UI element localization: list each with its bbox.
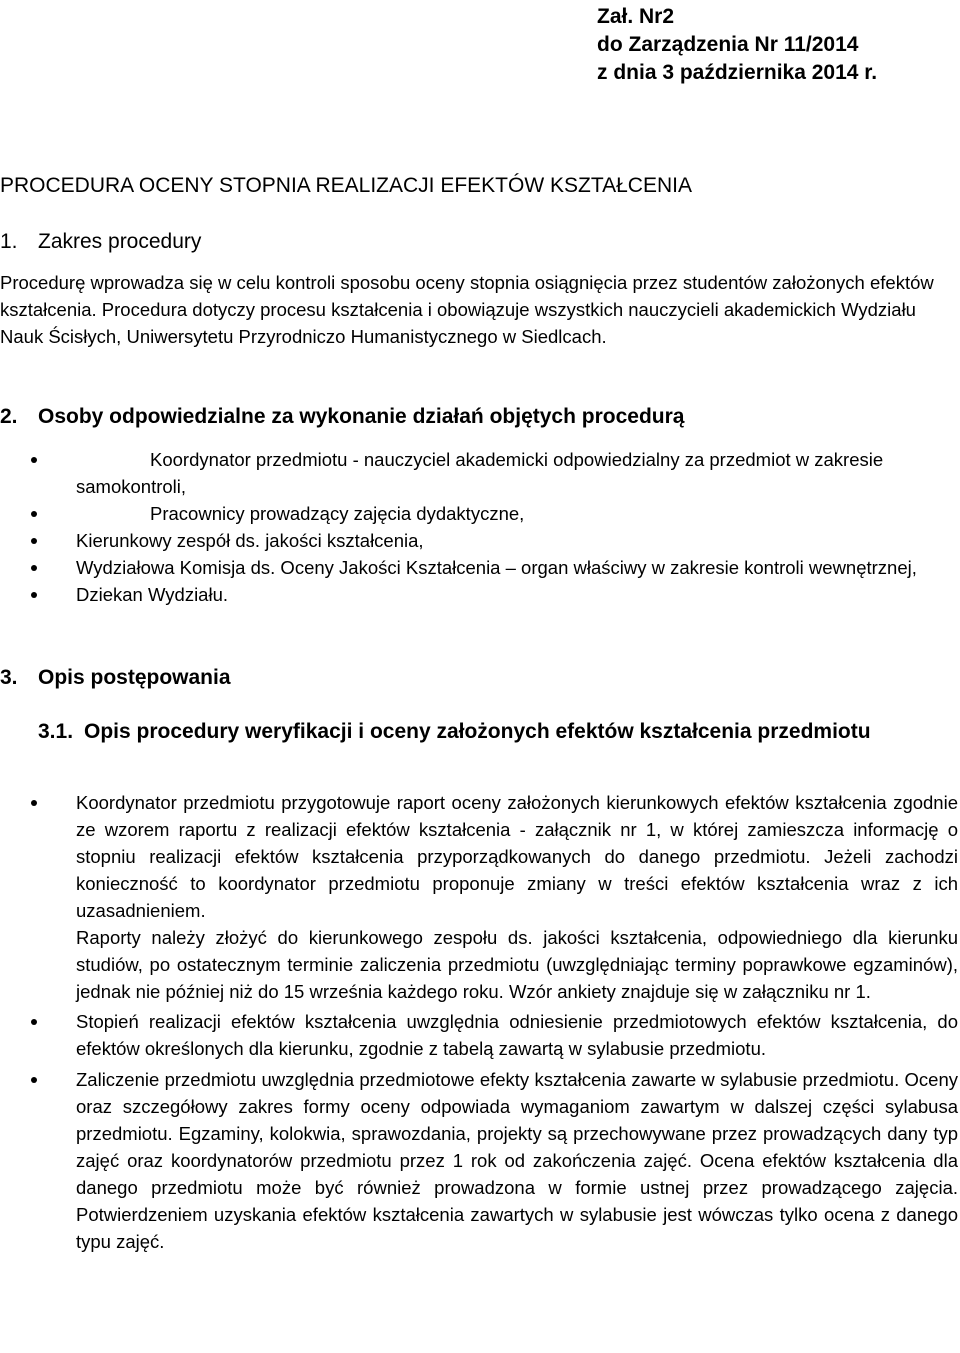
list-item-paragraph: Koordynator przedmiotu przygotowuje raport oceny założonych kierunkowych efektów kształcenia zgodnie ze wzorem raportu z realizacji efektów kształcenia - załącznik nr 1, w której zamieszcza informację o stopniu realizacji efektów kształcenia przyporządkowanych do danego przedmiotu. Jeżeli zachodzi konieczność to koordynator przedmiotu proponuje zmiany w treści efektów kształcenia wraz z ich uzasadnieniem. bbox=[76, 792, 958, 921]
list-item-paragraph: Stopień realizacji efektów kształcenia uwzględnia odniesienie przedmiotowych efektów kształcenia, do efektów określonych dla kierunku, zgodnie z tabelą zawartą w sylabusie przedmiotu. bbox=[76, 1011, 958, 1059]
list-item bbox=[0, 1066, 958, 1255]
header-line-date: z dnia 3 października 2014 r. bbox=[597, 61, 878, 84]
bullet-icon bbox=[31, 565, 37, 571]
list-item-paragraph: Raporty należy złożyć do kierunkowego zespołu ds. jakości kształcenia, odpowiedniego dla kierunku studiów, po ostatecznym terminie zaliczenia przedmiotu (uwzględniając terminy poprawkowe egzaminów), jednak nie później niż do 15 września każdego roku. Wzór ankiety znajduje się w załączniku nr 1. bbox=[76, 927, 958, 1002]
list-item bbox=[0, 500, 958, 527]
list-item bbox=[0, 554, 958, 581]
section-number: 3.1. bbox=[38, 720, 74, 743]
list-item bbox=[0, 789, 958, 1005]
section-title: Zakres procedury bbox=[38, 230, 202, 253]
section-number: 1. bbox=[0, 230, 18, 253]
section-3-heading bbox=[0, 664, 231, 692]
procedure-steps-list bbox=[0, 789, 958, 1255]
section-title: Opis postępowania bbox=[38, 666, 231, 689]
section-number: 3. bbox=[0, 666, 18, 689]
list-item-text: Koordynator przedmiotu - nauczyciel akademicki odpowiedzialny za przedmiot w zakresie samokontroli, bbox=[76, 449, 884, 497]
header-line-attachment: Zał. Nr2 bbox=[597, 5, 675, 28]
bullet-icon bbox=[31, 1019, 37, 1025]
list-item bbox=[0, 446, 958, 500]
section-2-heading bbox=[0, 403, 684, 431]
list-item-paragraph: Zaliczenie przedmiotu uwzględnia przedmiotowe efekty kształcenia zawarte w sylabusie przedmiotu. Oceny oraz szczegółowy zakres formy oceny odpowiada wymaganiom zawartym w dalszej części sylabusa przedmiotu. Egzaminy, kolokwia, sprawozdania, projekty są przechowywane przez prowadzących dany typ zajęć oraz koordynatorów przedmiotu przez 1 rok od zakończenia zajęć. Ocena efektów kształcenia dla danego przedmiotu może być również prowadzona w formie ustnej przez prowadzącego zajęcia. Potwierdzeniem uzyskania efektów kształcenia zawartych w sylabusie jest wówczas tylko ocena z danego typu zajęć. bbox=[76, 1069, 958, 1252]
list-item-text: Pracownicy prowadzący zajęcia dydaktyczne, bbox=[150, 503, 525, 524]
list-item-text: Wydziałowa Komisja ds. Oceny Jakości Kształcenia – organ właściwy w zakresie kontroli wewnętrznej, bbox=[76, 557, 917, 578]
section-title: Osoby odpowiedzialne za wykonanie działań objętych procedurą bbox=[38, 405, 685, 428]
list-item bbox=[0, 581, 958, 608]
bullet-icon bbox=[31, 538, 37, 544]
section-title: Opis procedury weryfikacji i oceny założonych efektów kształcenia przedmiotu bbox=[84, 720, 871, 743]
bullet-icon bbox=[31, 1077, 37, 1083]
responsible-persons-list bbox=[0, 446, 958, 608]
list-item bbox=[0, 1008, 958, 1062]
list-item-text: Dziekan Wydziału. bbox=[76, 584, 229, 605]
section-1-heading bbox=[0, 228, 201, 256]
attachment-header bbox=[597, 3, 877, 87]
section-3-1-heading bbox=[38, 718, 956, 746]
section-number: 2. bbox=[0, 405, 18, 428]
list-item-text: Kierunkowy zespół ds. jakości kształcenia, bbox=[76, 530, 424, 551]
bullet-icon bbox=[31, 511, 37, 517]
bullet-icon bbox=[31, 592, 37, 598]
bullet-icon bbox=[31, 457, 37, 463]
bullet-icon bbox=[31, 800, 37, 806]
document-title: PROCEDURA OCENY STOPNIA REALIZACJI EFEKTÓW KSZTAŁCENIA bbox=[0, 174, 692, 197]
header-line-ordinance: do Zarządzenia Nr 11/2014 bbox=[597, 33, 859, 56]
section-1-text: Procedurę wprowadza się w celu kontroli sposobu oceny stopnia osiągnięcia przez studentów założonych efektów kształcenia. Procedura dotyczy procesu kształcenia i obowiązuje wszystkich nauczycieli akademickich Wydziału Nauk Ścisłych, Uniwersytetu Przyrodniczo Humanistycznego w Siedlcach. bbox=[0, 272, 934, 347]
list-item bbox=[0, 527, 958, 554]
